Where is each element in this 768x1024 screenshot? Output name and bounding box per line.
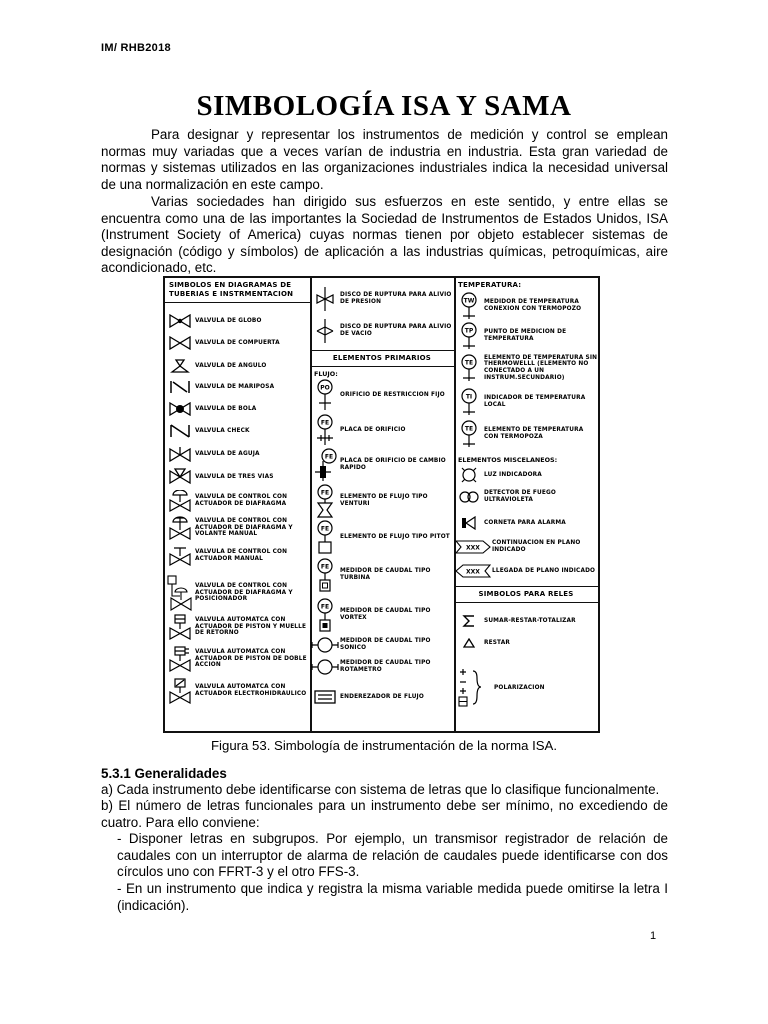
symbol-label: CONTINUACION EN PLANO INDICADO [492,540,581,553]
temp-indicator-icon [454,388,484,416]
primary-elements-heading: ELEMENTOS PRIMARIOS [310,350,454,367]
section-text: b) El número de letras funcionales para un instrumento debe ser mínimo, no excediendo de cuatro. Para ello conviene: [101,798,668,830]
symbol-label: MEDIDOR DE CAUDAL TIPO SONICO [340,638,431,651]
symbol-row [310,636,454,654]
tag-text: PO [320,384,330,392]
document-id: IM/ RHB2018 [101,42,171,54]
symbol-label: VALVULA CHECK [195,427,250,434]
figure-column-primary-elements [310,278,456,731]
symbol-label: VALVULA AUTOMATCA CON ACTUADOR ELECTROHIDRAULICO [195,684,307,697]
symbol-label: VALVULA DE TRES VIAS [195,473,274,480]
section-bullet-2 [117,881,668,914]
gate-valve-icon [165,336,195,350]
symbol-label: DETECTOR DE FUEGO ULTRAVIOLETA [484,490,556,503]
symbol-row [454,354,598,382]
section-text: - En un instrumento que indica y registra la misma variable medida puede omitirse la letra I (indicación). [117,881,668,913]
misc-heading: ELEMENTOS MISCELANEOS: [458,456,558,464]
symbol-row [165,402,310,416]
tag-text: FE [320,603,330,611]
symbol-label: PUNTO DE MEDICION DE TEMPERATURA [484,329,567,342]
symbol-row [165,614,310,640]
symbol-label: VALVULA DE COMPUERTA [195,339,280,346]
figure-column-temperature [454,278,598,731]
symbol-label: MEDIDOR DE CAUDAL TIPO ROTAMETRO [340,660,431,673]
figure-column-valves [165,278,312,731]
symbol-row [454,668,598,708]
page-title: SIMBOLOGÍA ISA Y SAMA [196,90,572,122]
symbol-row [454,490,598,504]
temp-element-icon [454,354,484,382]
symbol-label: VALVULA DE CONTROL CON ACTUADOR DE DIAFRAGMA [195,494,288,507]
symbol-row [454,466,598,484]
paragraph-text: Para designar y representar los instrumentos de medición y control se emplean normas muy variadas que a veces varían de industria en industria. Esta gran variedad de normas y sistemas utilizados en las organizaciones industriales indica la necesidad universal de una normalización en este campo. [101,127,668,192]
symbol-label: VALVULA DE GLOBO [195,317,262,324]
symbol-label: LUZ INDICADORA [484,471,542,478]
symbol-label: CORNETA PARA ALARMA [484,519,566,526]
symbol-label: LLEGADA DE PLANO INDICADO [492,567,596,574]
tag-text: FE [324,453,334,461]
column-heading: SIMBOLOS EN DIAGRAMAS DE TUBERIAS E INSTRMENTACION [165,278,310,303]
symbol-row [454,638,598,648]
bias-icon [454,668,494,708]
venturi-icon [310,484,340,518]
temp-element-well-icon [454,420,484,448]
symbol-row [310,558,454,592]
symbol-label: VALVULA AUTOMATCA CON ACTUADOR DE PISTON DE DOBLE ACCION [195,649,307,669]
section-item-a [101,782,668,799]
symbol-label: ELEMENTO DE FLUJO TIPO PITOT [340,533,450,540]
globe-valve-icon [165,314,195,328]
flow-straightener-icon [310,690,340,704]
symbol-label: ELEMENTO DE FLUJO TIPO VENTURI [340,494,428,507]
symbol-label: DISCO DE RUPTURA PARA ALIVIO DE PRESION [340,292,452,305]
symbol-row [310,658,454,676]
figure-caption: Figura 53. Simbología de instrumentación de la norma ISA. [211,738,557,753]
relay-symbols-heading: SIMBOLOS PARA RELES [454,586,598,603]
symbol-row [165,574,310,612]
symbol-label: VALVULA DE CONTROL CON ACTUADOR MANUAL [195,549,288,562]
rotameter-icon [310,658,340,676]
sigma-icon [454,614,484,628]
three-way-valve-icon [165,468,195,486]
symbol-label: VALVULA DE MARIPOSA [195,383,275,390]
symbol-row [310,598,454,632]
double-piston-valve-icon [165,646,195,672]
check-valve-icon [165,424,195,438]
symbol-row [165,678,310,704]
section-bullet-1 [117,831,668,881]
rupture-disk-pressure-icon [310,286,340,312]
symbol-row [165,358,310,374]
symbol-row [310,318,454,344]
isa-symbol-figure [163,276,600,733]
tag-text: FE [320,563,330,571]
quick-change-orifice-icon [310,448,340,482]
symbol-row [310,448,454,482]
intro-paragraph-1 [101,127,668,193]
butterfly-valve-icon [165,380,195,394]
vortex-meter-icon [310,598,340,632]
manual-control-valve-icon [165,546,195,566]
symbol-row [165,468,310,486]
symbol-label: VALVULA DE BOLA [195,405,257,412]
symbol-label: ELEMENTO DE TEMPERATURA CON TERMOPOZA [484,427,584,440]
continuation-icon [454,540,492,554]
symbol-label: DISCO DE RUPTURA PARA ALIVIO DE VACIO [340,324,452,337]
symbol-label: SUMAR-RESTAR-TOTALIZAR [484,617,576,624]
tag-text: TP [464,327,474,335]
tag-text: TE [464,359,474,367]
symbol-row [454,292,598,320]
symbol-row [454,388,598,416]
symbol-label: VALVULA DE CONTROL CON ACTUADOR DE DIAFRAGMA Y VOLANTE MANUAL [195,518,293,538]
symbol-row [454,540,598,554]
symbol-label: VALVULA AUTOMATCA CON ACTUADOR DE PISTON Y MUELLE DE RETORNO [195,617,307,637]
tag-text: FE [320,489,330,497]
ball-valve-icon [165,402,195,416]
symbol-label: RESTAR [484,639,510,646]
symbol-label: MEDIDOR DE CAUDAL TIPO VORTEX [340,608,431,621]
tag-text: XXX [466,544,480,552]
angle-valve-icon [165,358,195,374]
symbol-label: PLACA DE ORIFICIO [340,426,406,433]
tag-text: TE [464,425,474,433]
paragraph-text: Varias sociedades han dirigido sus esfuerzos en este sentido, y entre ellas se encuentra como una de las importantes la Sociedad de Instrumentos de Estados Unidos, ISA (Instrument Society of America) cuyas normas tienen por objeto establecer sistemas de designación (código y símbolos) de aplicación a las industrias químicas, petroquímicas, aire acondicionado, etc. [101,194,668,276]
tag-text: TW [463,297,475,305]
symbol-row [310,484,454,518]
symbol-label: VALVULA DE CONTROL CON ACTUADOR DE DIAFRAGMA Y POSICIONADOR [195,583,293,603]
symbol-label: INDICADOR DE TEMPERATURA LOCAL [484,395,586,408]
symbol-label: POLARIZACION [494,684,545,691]
symbol-row [165,446,310,462]
section-text: - Disponer letras en subgrupos. Por ejemplo, un transmisor registrador de relación de caudales con un interruptor de alarma de relación de caudales puede identificarse con dos círculos uno con FFRT-3 y el otro FFS-3. [117,831,668,880]
symbol-row [310,690,454,704]
symbol-label: MEDIDOR DE CAUDAL TIPO TURBINA [340,568,431,581]
symbol-label: ENDEREZADOR DE FLUJO [340,693,424,700]
arrival-icon [454,564,492,578]
needle-valve-icon [165,446,195,462]
symbol-row [310,286,454,312]
symbol-label: MEDIDOR DE TEMPERATURA CONEXION CON TERMOPOZO [484,299,582,312]
symbol-row [454,322,598,350]
section-text: a) Cada instrumento debe identificarse con sistema de letras que lo clasifique funcionalmente. [101,782,660,797]
symbol-label: VALVULA DE AGUJA [195,450,260,457]
orifice-plate-icon [310,414,340,446]
restriction-orifice-icon [310,379,340,411]
symbol-row [165,424,310,438]
piston-spring-valve-icon [165,614,195,640]
symbol-row [165,336,310,350]
section-heading: 5.3.1 Generalidades [101,766,227,781]
electrohydraulic-valve-icon [165,678,195,704]
rupture-disk-vacuum-icon [310,318,340,344]
alarm-horn-icon [454,516,484,530]
symbol-row [165,314,310,328]
symbol-row [310,520,454,554]
turbine-meter-icon [310,558,340,592]
tag-text: FE [320,525,330,533]
diaphragm-control-valve-icon [165,490,195,512]
symbol-row [310,379,454,411]
thermowell-icon [454,292,484,320]
temp-point-icon [454,322,484,350]
symbol-row [454,614,598,628]
delta-icon [454,638,484,648]
symbol-label: ELEMENTO DE TEMPERATURA SIN THERMOWELLL (ELEMENTO NO CONECTADO A UN INSTRUM.SECUNDARIO) [484,354,598,381]
tag-text: FE [320,419,330,427]
symbol-label: ORIFICIO DE RESTRICCION FIJO [340,391,445,398]
indicator-light-icon [454,466,484,484]
symbol-row [165,646,310,672]
symbol-row [454,420,598,448]
flow-subheading: FLUJO: [314,370,338,378]
symbol-row [165,546,310,566]
symbol-label: VALVULA DE ANGULO [195,362,267,369]
sonic-meter-icon [310,636,340,654]
tag-text: TI [465,393,473,401]
symbol-row [454,564,598,578]
symbol-row [165,490,310,512]
uv-fire-detector-icon [454,490,484,504]
section-item-b [101,798,668,831]
symbol-row [165,380,310,394]
symbol-row [454,516,598,530]
page-number: 1 [650,930,657,942]
temperature-heading: TEMPERATURA: [458,281,522,289]
pitot-icon [310,520,340,554]
diaphragm-handwheel-valve-icon [165,516,195,540]
symbol-row [310,414,454,446]
intro-paragraph-2 [101,194,668,277]
symbol-label: PLACA DE ORIFICIO DE CAMBIO RAPIDO [340,458,446,471]
tag-text: XXX [466,568,480,576]
positioner-control-valve-icon [165,574,195,612]
symbol-row [165,516,310,540]
